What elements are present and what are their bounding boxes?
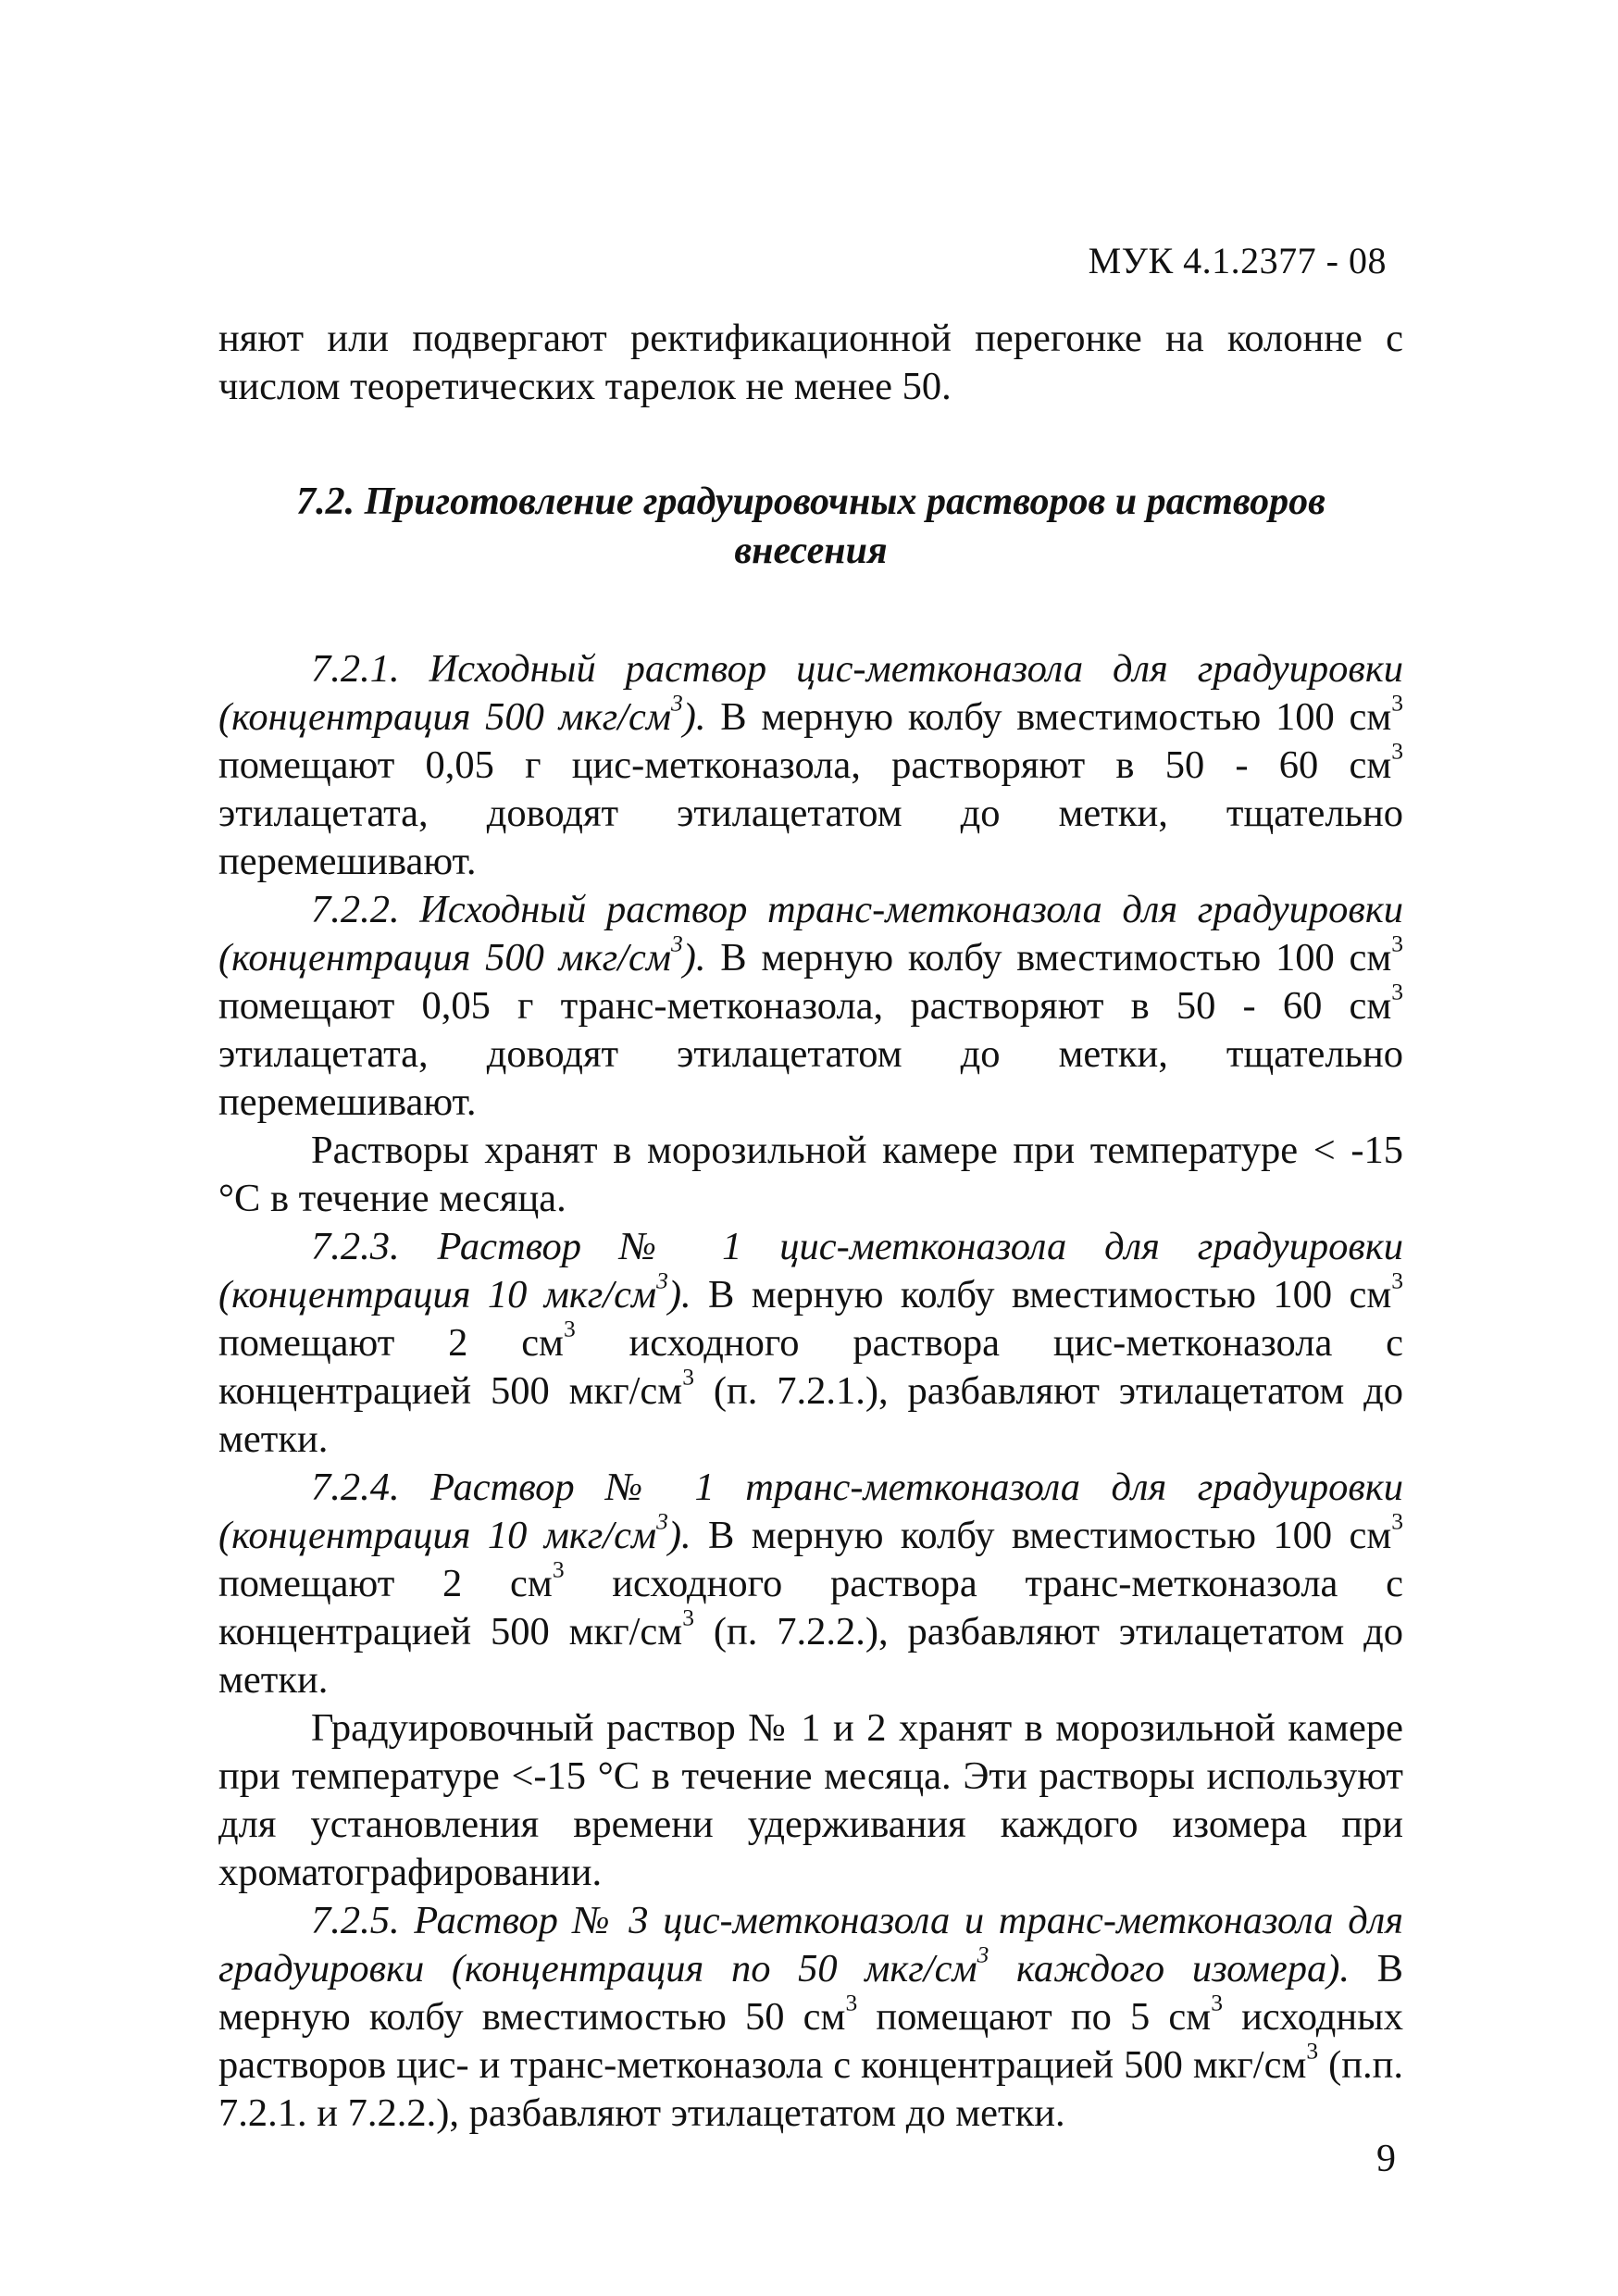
p5-title: 7.2.5. Раствор № 3 цис-метконазола и транс-метконазола для градуировки (концентрация по 50 мкг/$см^3$ каждого изомера). bbox=[218, 1899, 1403, 1990]
p2-title: 7.2.2. Исходный раствор транс-метконазола для градуировки (концентрация 500 мкг/$см^3$). bbox=[218, 888, 1403, 980]
page-number: 9 bbox=[1376, 2138, 1396, 2180]
storage-paragraph-2: Градуировочный раствор № 1 и 2 хранят в морозильной камере при температуре <-15 °С в течение месяца. Эти растворы используют для установления времени удерживания каждого изомера при хроматографировании. bbox=[218, 1706, 1403, 1894]
p1-title: 7.2.1. Исходный раствор цис-метконазола для градуировки (концентрация 500 мкг/$см^3$). bbox=[218, 647, 1403, 739]
paragraph-7-2-3: 7.2.3. Раствор № 1 цис-метконазола для градуировки (концентрация 10 мкг/$см^3$). В мерную колбу вместимостью 100 $см^3$ помещают 2 $см^3$ исходного раствора цис-метконазола с концентрацией 500 мкг/$см^3$ (п. 7.2.1.), разбавляют этилацетатом до метки. bbox=[218, 1225, 1404, 1461]
paragraph-7-2-5: 7.2.5. Раствор № 3 цис-метконазола и транс-метконазола для градуировки (концентрация по 50 мкг/$см^3$ каждого изомера). В мерную колбу вместимостью 50 $см^3$ помещают по 5 $см^3$ исходных растворов цис- и транс-метконазола с концентрацией 500 мкг/$см^3$ (п.п. 7.2.1. и 7.2.2.), разбавляют этилацетатом до метки. bbox=[218, 1899, 1403, 2135]
storage-paragraph-1: Растворы хранят в морозильной камере при температуре < -15 °С в течение месяца. bbox=[218, 1129, 1403, 1220]
paragraph-7-2-4: 7.2.4. Раствор № 1 транс-метконазола для градуировки (концентрация 10 мкг/$см^3$). В мерную колбу вместимостью 100 $см^3$ помещают 2 $см^3$ исходного раствора транс-метконазола с концентрацией 500 мкг/$см^3$ (п. 7.2.2.), разбавляют этилацетатом до метки. bbox=[218, 1466, 1403, 1702]
p4-title: 7.2.4. Раствор № 1 транс-метконазола для градуировки (концентрация 10 мкг/$см^3$). bbox=[218, 1466, 1403, 1557]
p3-title: 7.2.3. Раствор № 1 цис-метконазола для градуировки (концентрация 10 мкг/$см^3$). bbox=[218, 1225, 1403, 1316]
paragraph-7-2-1: 7.2.1. Исходный раствор цис-метконазола для градуировки (концентрация 500 мкг/$см^3$). В мерную колбу вместимостью 100 $см^3$ помещают 0,05 г цис-метконазола, растворяют в 50 - 60 $см^3$ этилацетата, доводят этилацетатом до метки, тщательно перемешивают. bbox=[218, 647, 1403, 883]
intro-paragraph: няют или подвергают ректификационной перегонке на колонне с числом теоретических тарелок не менее 50. bbox=[218, 317, 1403, 408]
paragraph-7-2-2: 7.2.2. Исходный раствор транс-метконазола для градуировки (концентрация 500 мкг/$см^3$). В мерную колбу вместимостью 100 $см^3$ помещают 0,05 г транс-метконазола, растворяют в 50 - 60 $см^3$ этилацетата, доводят этилацетатом до метки, тщательно перемешивают. bbox=[218, 888, 1403, 1124]
document-body bbox=[218, 315, 1403, 2138]
section-title: 7.2. Приготовление градуировочных растворов и растворов внесения bbox=[296, 480, 1326, 572]
doc-code-header: МУК 4.1.2377 - 08 bbox=[1088, 240, 1387, 281]
